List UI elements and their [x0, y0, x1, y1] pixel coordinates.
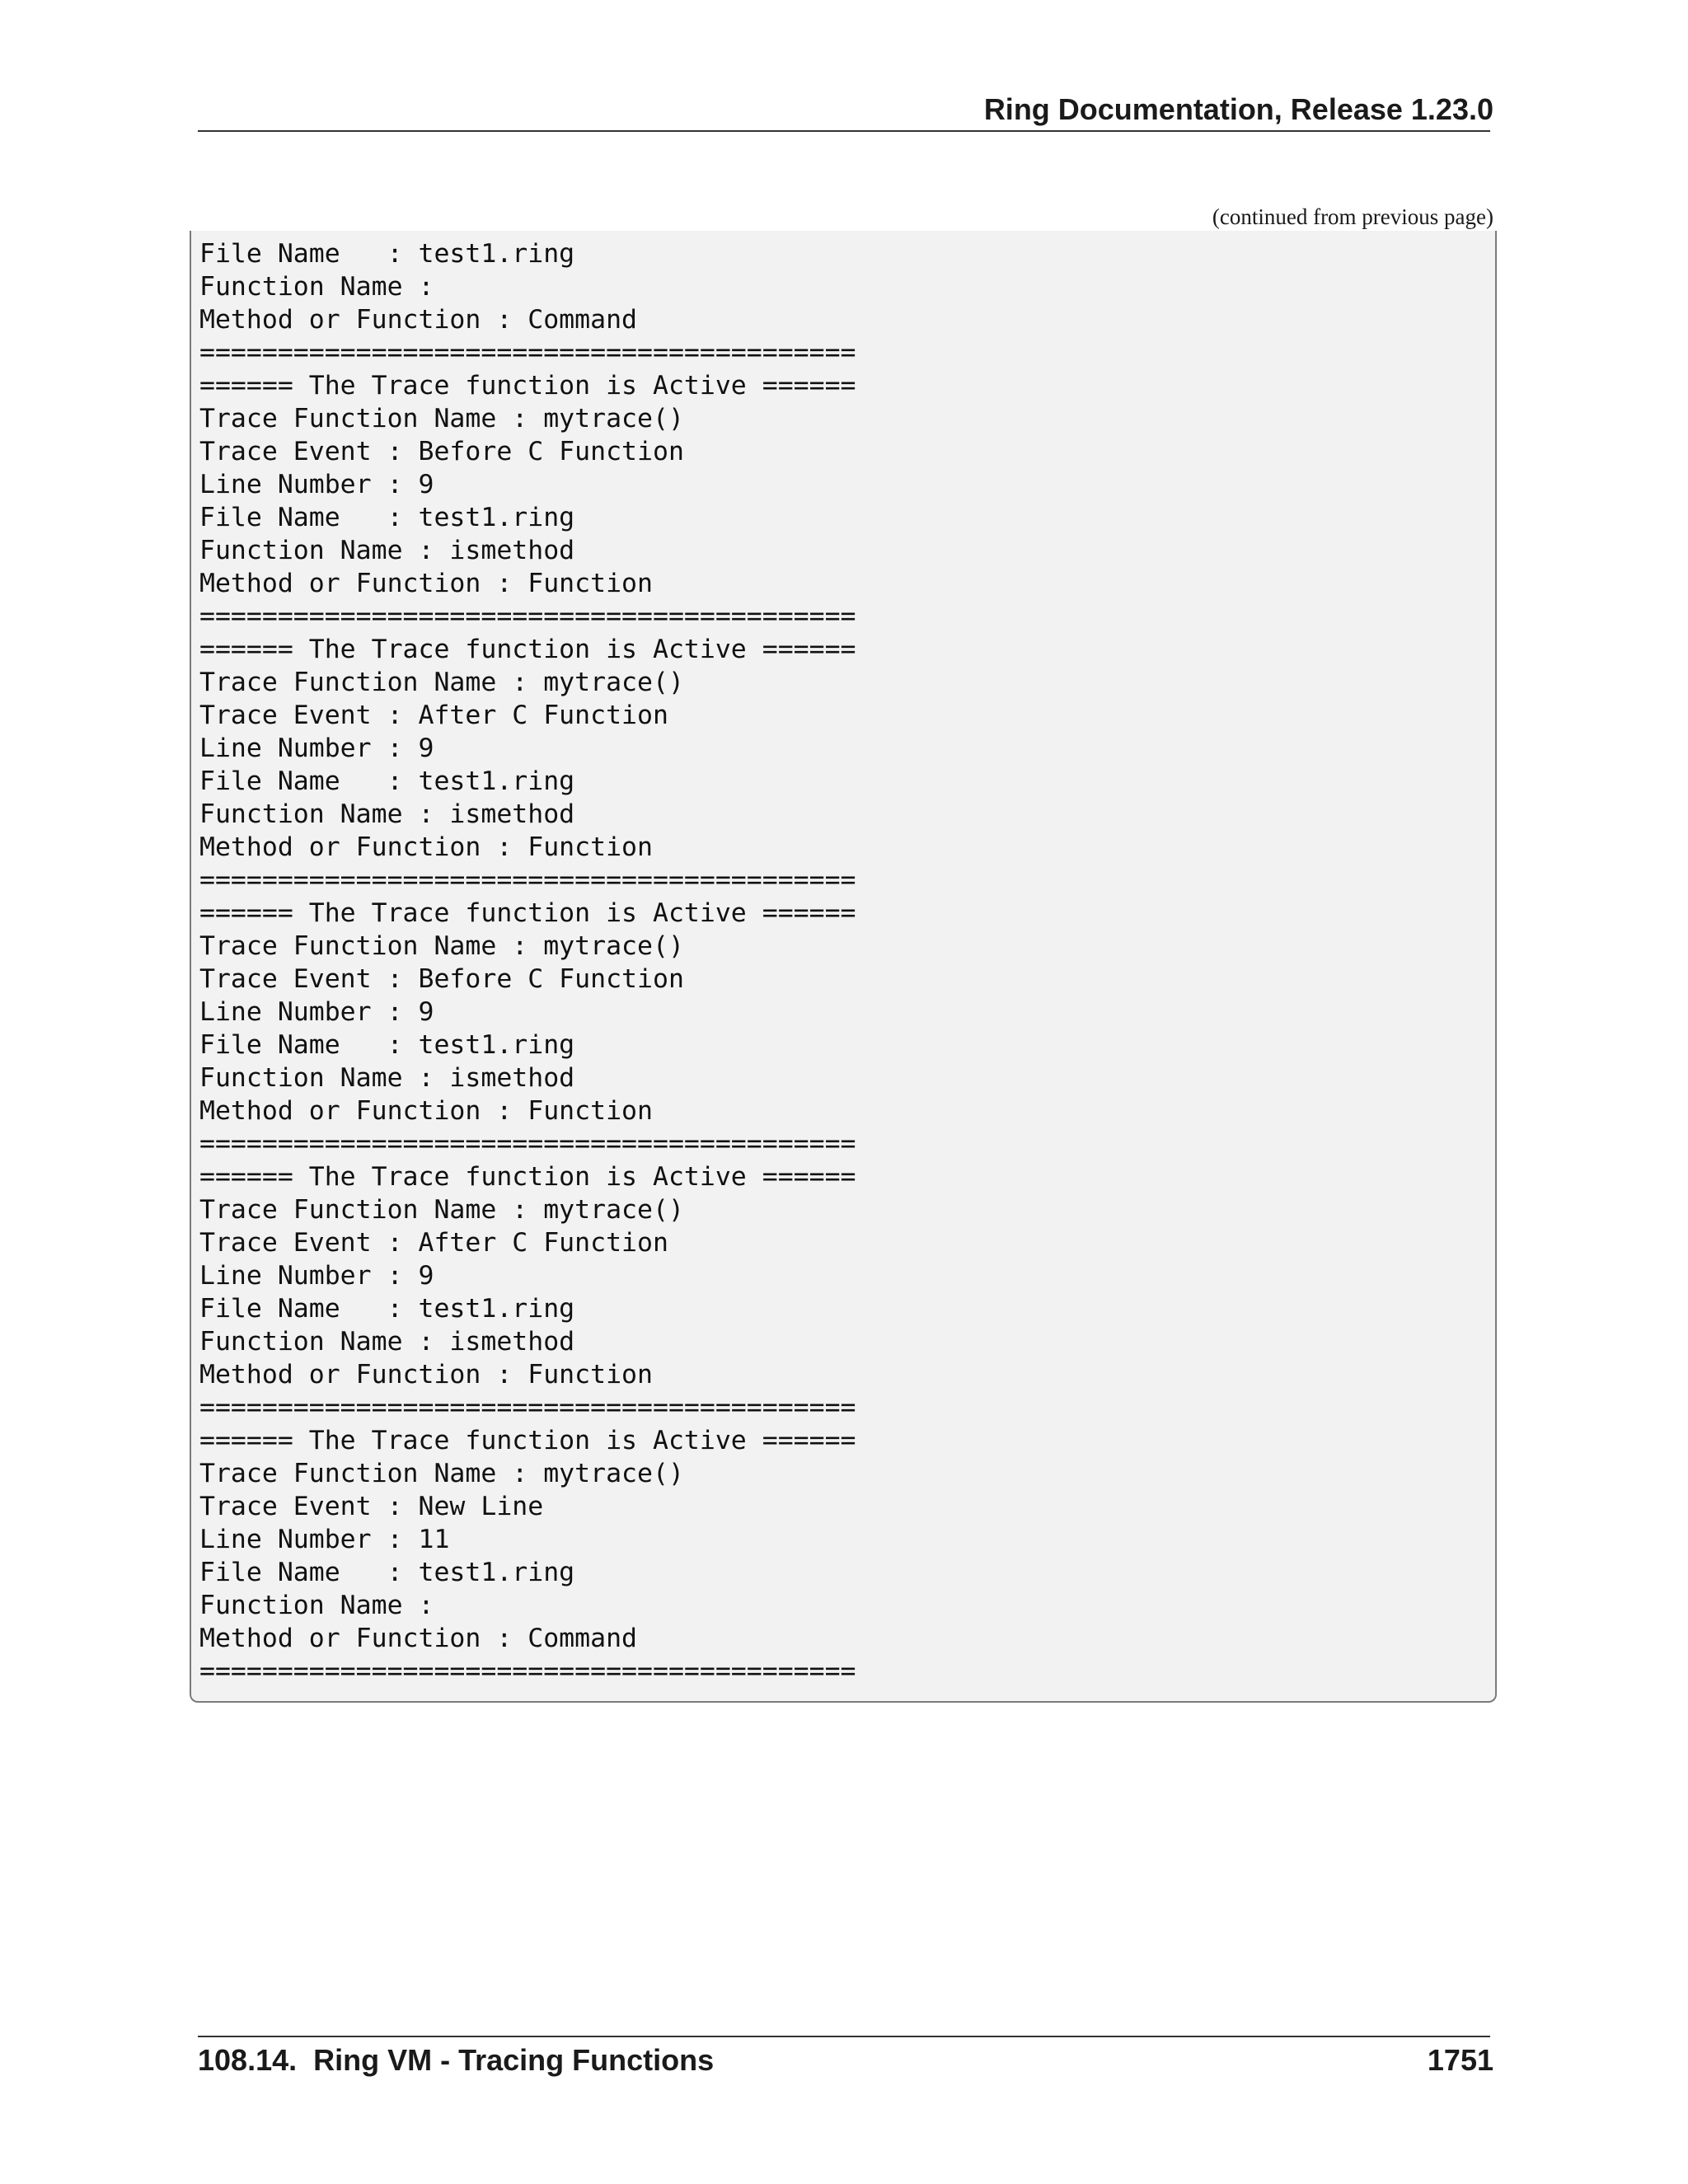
code-line: Line Number : 9 [199, 470, 434, 499]
code-line: ========================================== [199, 602, 856, 631]
code-line: Method or Function : Function [199, 1360, 653, 1390]
footer-page-number: 1751 [1427, 2043, 1493, 2077]
code-line: ====== The Trace function is Active ====== [199, 898, 856, 928]
code-line: Trace Function Name : mytrace() [199, 668, 684, 697]
code-line: File Name : test1.ring [199, 503, 575, 532]
code-line: Method or Function : Command [199, 1624, 638, 1653]
code-line: Function Name : ismethod [199, 536, 575, 565]
page-header-title: Ring Documentation, Release 1.23.0 [983, 92, 1493, 126]
code-line: Function Name : [199, 272, 434, 302]
code-line: Method or Function : Function [199, 569, 653, 598]
code-line: File Name : test1.ring [199, 239, 575, 269]
code-line: Line Number : 11 [199, 1525, 450, 1554]
code-line: File Name : test1.ring [199, 1558, 575, 1587]
code-line: Method or Function : Command [199, 305, 638, 335]
code-line: ====== The Trace function is Active ====== [199, 1426, 856, 1455]
code-line: Function Name : ismethod [199, 799, 575, 829]
code-line: ====== The Trace function is Active ====== [199, 371, 856, 401]
code-line: ========================================== [199, 1657, 856, 1686]
code-line: ========================================== [199, 1129, 856, 1159]
code-line: Line Number : 9 [199, 1261, 434, 1291]
header-divider [198, 130, 1490, 132]
code-line: Function Name : ismethod [199, 1327, 575, 1357]
code-line: Trace Function Name : mytrace() [199, 1459, 684, 1488]
code-lines [199, 237, 856, 1688]
footer-section-title: 108.14. Ring VM - Tracing Functions [198, 2043, 715, 2077]
code-line: ========================================== [199, 338, 856, 368]
code-line: File Name : test1.ring [199, 766, 575, 796]
code-line: Trace Event : Before C Function [199, 437, 684, 466]
code-block [190, 231, 1497, 1703]
code-line: Method or Function : Function [199, 1096, 653, 1126]
code-line: ========================================== [199, 865, 856, 895]
code-line: Trace Event : New Line [199, 1492, 544, 1521]
code-line: ====== The Trace function is Active ====== [199, 635, 856, 664]
code-line: Trace Event : Before C Function [199, 964, 684, 994]
code-line: Trace Function Name : mytrace() [199, 404, 684, 434]
code-line: Line Number : 9 [199, 733, 434, 763]
code-line: Trace Event : After C Function [199, 1228, 668, 1258]
code-line: ====== The Trace function is Active ====== [199, 1162, 856, 1192]
continued-label: (continued from previous page) [1212, 204, 1493, 229]
code-line: Function Name : ismethod [199, 1063, 575, 1093]
code-line: Trace Function Name : mytrace() [199, 1195, 684, 1225]
code-line: Line Number : 9 [199, 997, 434, 1027]
footer-divider [198, 2036, 1490, 2037]
code-line: ========================================== [199, 1393, 856, 1422]
code-line: Trace Function Name : mytrace() [199, 931, 684, 961]
code-line: Trace Event : After C Function [199, 701, 668, 730]
code-line: File Name : test1.ring [199, 1294, 575, 1324]
code-line: File Name : test1.ring [199, 1030, 575, 1060]
code-line: Function Name : [199, 1591, 434, 1620]
code-line: Method or Function : Function [199, 832, 653, 862]
